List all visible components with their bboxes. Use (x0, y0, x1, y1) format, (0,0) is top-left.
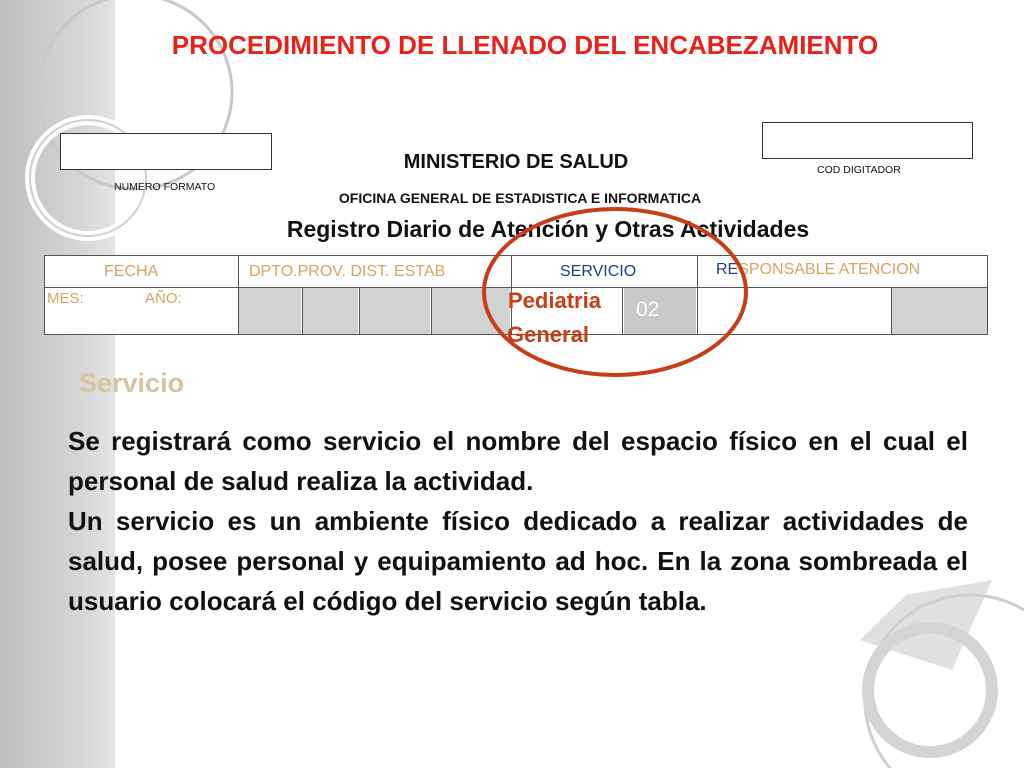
service-code-value: 02 (636, 298, 660, 321)
col-location-header: DPTO.PROV. DIST. ESTAB (249, 263, 446, 280)
office-heading: OFICINA GENERAL DE ESTADISTICA E INFORMATICA (338, 190, 702, 206)
col-responsable-rest: SPONSABLE ATENCION (738, 261, 921, 278)
handwritten-pediatria: Pediatria (508, 288, 601, 313)
section-heading: Servicio (79, 368, 185, 398)
handwritten-general: General (507, 322, 589, 347)
col-servicio-header: SERVICIO (560, 263, 637, 280)
col-fecha-header: FECHA (104, 263, 159, 280)
cod-digitador-label: COD DIGITADOR (817, 164, 901, 176)
form-title: Registro Diario de Atención y Otras Actividades (286, 216, 810, 242)
mes-label: MES: (47, 290, 84, 307)
section-body (68, 421, 968, 621)
anio-label: AÑO: (145, 290, 182, 307)
paragraph-1: Se registrará como servicio el nombre del espacio físico en el cual el personal de salud realiza la actividad. (68, 426, 968, 496)
page-title: PROCEDIMIENTO DE LLENADO DEL ENCABEZAMIENTO (171, 30, 879, 60)
paragraph-2: Un servicio es un ambiente físico dedicado a realizar actividades de salud, posee personal y equipamiento ad hoc. En la zona sombreada el usuario colocará el código del servicio según tabla. (68, 506, 968, 616)
col-responsable-prefix: RE (716, 261, 739, 278)
ministry-heading: MINISTERIO DE SALUD (403, 151, 629, 173)
numero-formato-label: NUMERO FORMATO (114, 181, 216, 193)
